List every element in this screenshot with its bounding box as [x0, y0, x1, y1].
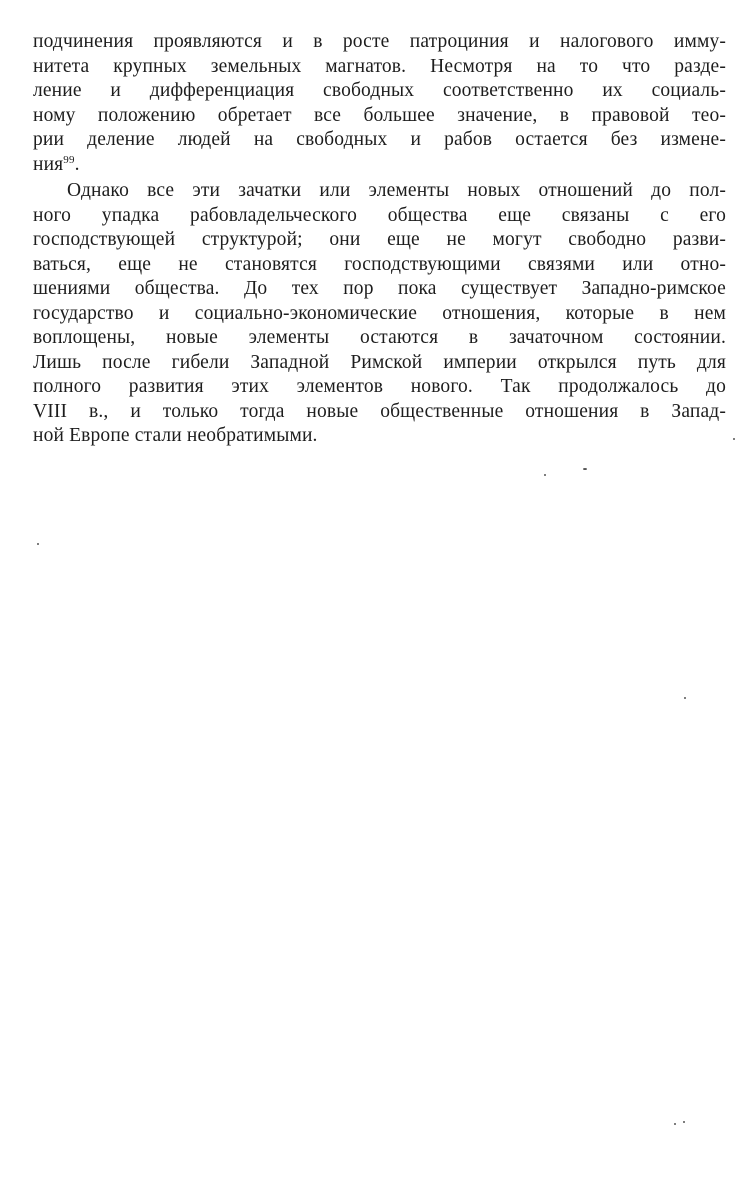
text-line: господствующей структурой; они еще не могут свободно разви- — [33, 229, 726, 250]
text-line: государство и социально-экономические отношения, которые в нем — [33, 302, 726, 324]
scan-speck — [544, 474, 546, 476]
scan-speck — [683, 1121, 685, 1123]
text-line-last — [33, 153, 726, 178]
text-line: подчинения проявляются и в росте патроциния и налогового имму- — [33, 31, 726, 52]
text-fragment: . — [74, 153, 80, 175]
text-line: ного упадка рабовладельческого общества еще связаны с его — [33, 204, 726, 226]
footnote-reference[interactable]: 99 — [63, 153, 75, 166]
text-line: Лишь после гибели Западной Римской империи открылся путь для — [33, 351, 726, 373]
text-line: ваться, еще не становятся господствующими связями или отно- — [33, 253, 726, 275]
text-line: шениями общества. До тех пор пока существует Западно-римское — [33, 278, 726, 299]
text-line: рии деление людей на свободных и рабов остается без измене- — [33, 129, 726, 150]
text-line: ному положению обретает все большее значение, в правовой тео- — [33, 104, 726, 126]
text-line: ление и дифференциация свободных соответственно их социаль- — [33, 80, 726, 101]
scan-speck — [684, 697, 686, 699]
text-line: воплощены, новые элементы остаются в зачаточном состоянии. — [33, 327, 726, 348]
scan-speck — [733, 438, 735, 440]
scan-speck — [674, 1123, 676, 1125]
scan-speck — [583, 468, 587, 470]
text-line: VIII в., и только тогда новые общественные отношения в Запад- — [33, 400, 726, 422]
text-line: Однако все эти зачатки или элементы новых отношений до пол- — [67, 180, 726, 201]
scan-speck — [37, 543, 39, 545]
paragraph-2 — [33, 179, 726, 449]
text-line-last: ной Европе стали необратимыми. — [33, 425, 318, 446]
text-fragment: ния — [33, 153, 64, 175]
paragraph-1 — [33, 30, 726, 177]
text-line: нитета крупных земельных магнатов. Несмотря на то что разде- — [33, 55, 726, 77]
page-text — [33, 30, 726, 449]
text-line: полного развития этих элементов нового. Так продолжалось до — [33, 376, 726, 397]
